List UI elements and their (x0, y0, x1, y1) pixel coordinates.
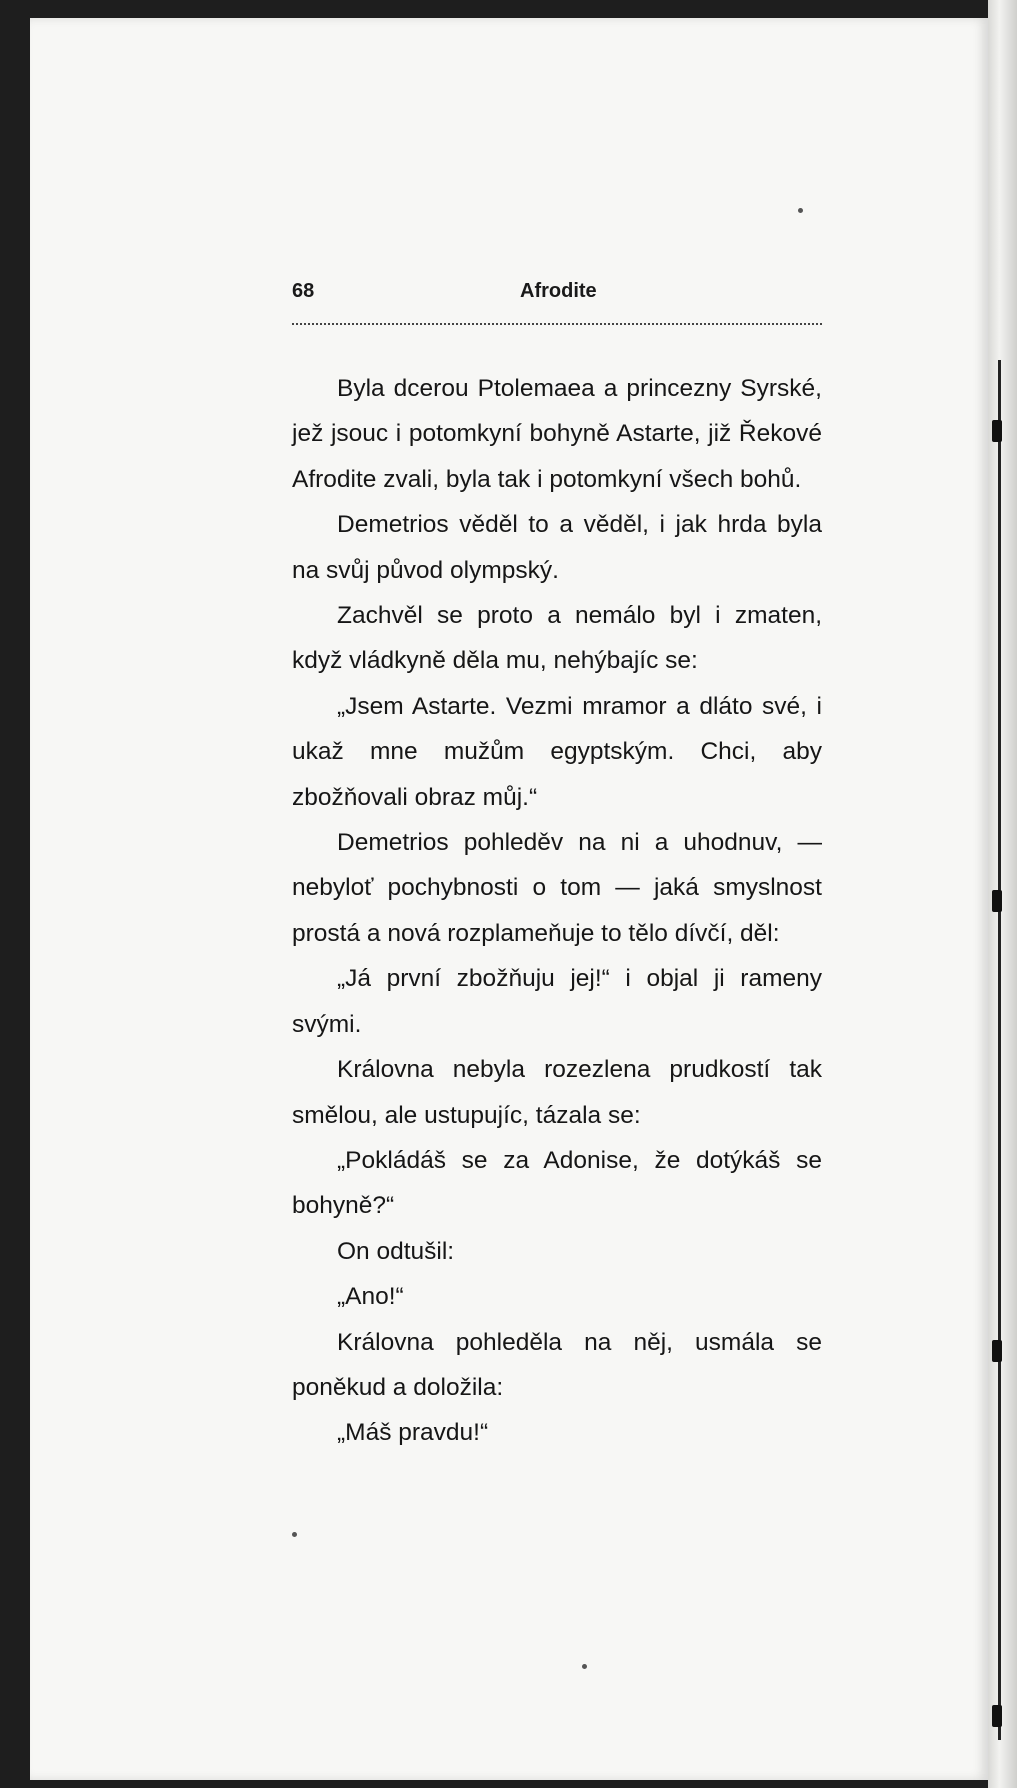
paragraph: Královna pohleděla na něj, usmála se poněkud a doložila: (292, 1328, 822, 1401)
paragraph: Byla dcerou Ptolemaea a princezny Syrské, jež jsouc i potomkyní bohyně Astarte, již Řekové Afrodite zvali, byla tak i potomkyní všech bohů. (292, 375, 822, 493)
header-rule (292, 323, 822, 325)
page-header (292, 280, 822, 320)
paragraph: Královna nebyla rozezlena prudkostí tak smělou, ale ustupujíc, tázala se: (292, 1056, 822, 1129)
edge-mark (992, 420, 1002, 442)
paragraph: „Ano!“ (337, 1283, 404, 1311)
binding-edge-line (998, 360, 1001, 1740)
paragraph: „Jsem Astarte. Vezmi mramor a dláto své, i ukaž mne mužům egyptským. Chci, aby zbožňovali obraz můj.“ (292, 692, 822, 811)
paragraph: Zachvěl se proto a nemálo byl i zmaten, když vládkyně děla mu, nehýbajíc se: (292, 602, 822, 675)
paragraph: „Já první zbožňuju jej!“ i objal ji rameny svými. (292, 965, 822, 1038)
page-number: 68 (292, 280, 315, 302)
paragraph: Demetrios věděl to a věděl, i jak hrda byla na svůj původ olympský. (292, 511, 822, 584)
paragraph: „Pokládáš se za Adonise, že dotýkáš se bohyně?“ (292, 1146, 822, 1220)
scan-speck (292, 1532, 297, 1537)
edge-mark (992, 890, 1002, 912)
scan-speck (798, 208, 803, 213)
paragraph: „Máš pravdu!“ (337, 1419, 489, 1447)
body-text (292, 366, 822, 1456)
scan-speck (582, 1664, 587, 1669)
edge-mark (992, 1705, 1002, 1727)
edge-mark (992, 1340, 1002, 1362)
paragraph: Demetrios pohleděv na ni a uhodnuv, — nebyloť pochybnosti o tom — jaká smyslnost prostá a nová rozplameňuje to tělo dívčí, děl: (292, 829, 822, 947)
paragraph: On odtušil: (337, 1237, 455, 1265)
running-head: Afrodite (520, 280, 597, 302)
